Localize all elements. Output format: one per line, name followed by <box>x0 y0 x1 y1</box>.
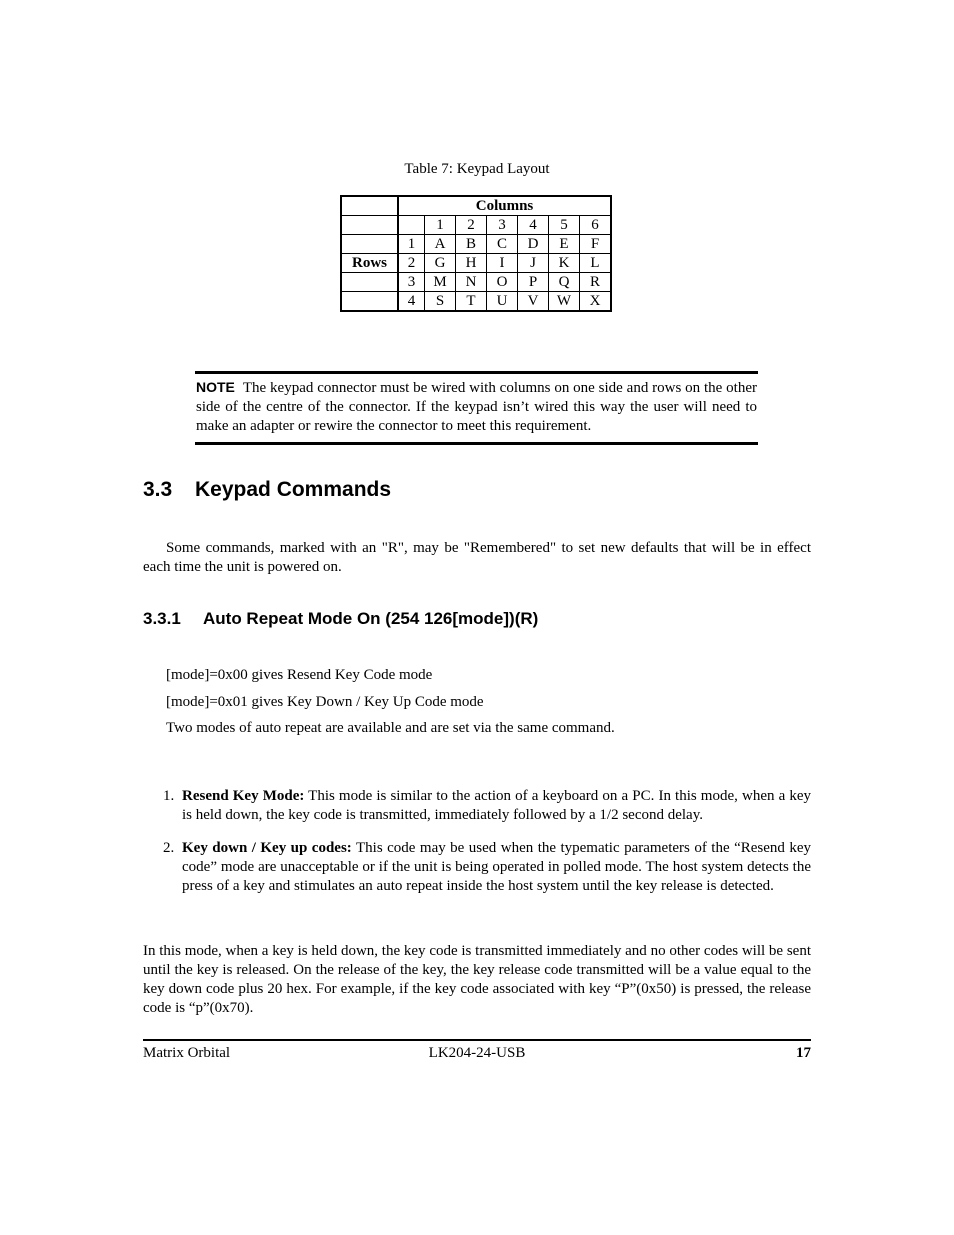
key-cell: J <box>518 254 549 273</box>
list-marker: 1. <box>163 788 175 804</box>
table-empty-cell <box>341 273 398 292</box>
mode-line: Two modes of auto repeat are available and are set via the same command. <box>166 720 615 736</box>
key-cell: O <box>487 273 518 292</box>
list-item-body <box>182 839 811 896</box>
table-corner-cell <box>341 196 398 216</box>
note-bottom-rule <box>195 442 758 445</box>
footer-company: Matrix Orbital <box>143 1045 231 1061</box>
list-marker: 2. <box>163 840 175 856</box>
key-cell: F <box>580 235 612 254</box>
key-cell: N <box>456 273 487 292</box>
list-item-body <box>182 787 811 825</box>
row-number: 2 <box>398 254 425 273</box>
list-item <box>143 787 811 825</box>
key-cell: C <box>487 235 518 254</box>
row-number: 1 <box>398 235 425 254</box>
page-number: 17 <box>796 1045 811 1061</box>
list-item-term: Resend Key Mode: <box>182 788 305 804</box>
subsection-heading <box>143 609 538 629</box>
table-caption: Table 7: Keypad Layout <box>404 161 550 177</box>
table-empty-cell <box>341 235 398 254</box>
key-cell: G <box>425 254 456 273</box>
key-cell: A <box>425 235 456 254</box>
key-cell: V <box>518 292 549 312</box>
column-number: 3 <box>487 216 518 235</box>
table-row <box>341 216 611 235</box>
columns-header: Columns <box>398 196 611 216</box>
column-number: 4 <box>518 216 549 235</box>
column-number: 2 <box>456 216 487 235</box>
key-cell: S <box>425 292 456 312</box>
key-cell: B <box>456 235 487 254</box>
key-cell: D <box>518 235 549 254</box>
table-row <box>341 196 611 216</box>
footer-rule <box>143 1039 811 1041</box>
key-cell: X <box>580 292 612 312</box>
section-heading <box>143 478 391 502</box>
list-item <box>143 839 811 896</box>
column-number: 5 <box>549 216 580 235</box>
key-cell: W <box>549 292 580 312</box>
closing-paragraph: In this mode, when a key is held down, the key code is transmitted immediately and no other codes will be sent until the key is released. On the release of the key, the key release code transmitted will be a value equal to the key down code plus 20 hex. For example, if the key code associated with key “P”(0x50) is pressed, the release code is “p”(0x70). <box>143 943 811 1016</box>
table-row <box>341 273 611 292</box>
key-cell: U <box>487 292 518 312</box>
column-number: 1 <box>425 216 456 235</box>
key-cell: Q <box>549 273 580 292</box>
subsection-title: Auto Repeat Mode On (254 126[mode])(R) <box>203 609 539 628</box>
key-cell: R <box>580 273 612 292</box>
row-number: 4 <box>398 292 425 312</box>
key-cell: P <box>518 273 549 292</box>
key-cell: I <box>487 254 518 273</box>
note-top-rule <box>195 371 758 374</box>
table-empty-cell <box>398 216 425 235</box>
section-title: Keypad Commands <box>195 478 392 501</box>
table-empty-cell <box>341 292 398 312</box>
key-cell: T <box>456 292 487 312</box>
table-row <box>341 235 611 254</box>
list-item-text: This mode is similar to the action of a keyboard on a PC. In this mode, when a key is held down, the key code is transmitted, immediately followed by a 1/2 second delay. <box>182 788 811 823</box>
list-item-term: Key down / Key up codes: <box>182 840 352 856</box>
key-cell: L <box>580 254 612 273</box>
mode-line: [mode]=0x01 gives Key Down / Key Up Code mode <box>166 694 484 710</box>
row-number: 3 <box>398 273 425 292</box>
key-cell: H <box>456 254 487 273</box>
section-number: 3.3 <box>143 478 173 501</box>
key-cell: M <box>425 273 456 292</box>
note-text: The keypad connector must be wired with columns on one side and rows on the other side of the centre of the connector. If the keypad isn’t wired this way the user will need to make an adapter or rewire the connector to meet this requirement. <box>196 380 757 434</box>
keypad-layout-table <box>340 195 612 312</box>
table-row <box>341 292 611 312</box>
key-cell: E <box>549 235 580 254</box>
note-block <box>196 378 757 436</box>
footer-product: LK204-24-USB <box>428 1045 526 1061</box>
note-label: NOTE <box>196 379 235 395</box>
key-cell: K <box>549 254 580 273</box>
mode-line: [mode]=0x00 gives Resend Key Code mode <box>166 667 433 683</box>
table-row <box>341 254 611 273</box>
intro-paragraph: Some commands, marked with an "R", may be "Remembered" to set new defaults that will be in effect each time the unit is powered on. <box>143 540 811 575</box>
list-item-text: This code may be used when the typematic parameters of the “Resend key code” mode are unacceptable or if the unit is being operated in polled mode. The host system detects the press of a key and stimulates an auto repeat inside the host system until the key release is detected. <box>182 840 811 894</box>
subsection-number: 3.3.1 <box>143 609 181 628</box>
table-empty-cell <box>341 216 398 235</box>
column-number: 6 <box>580 216 612 235</box>
rows-header: Rows <box>341 254 398 273</box>
